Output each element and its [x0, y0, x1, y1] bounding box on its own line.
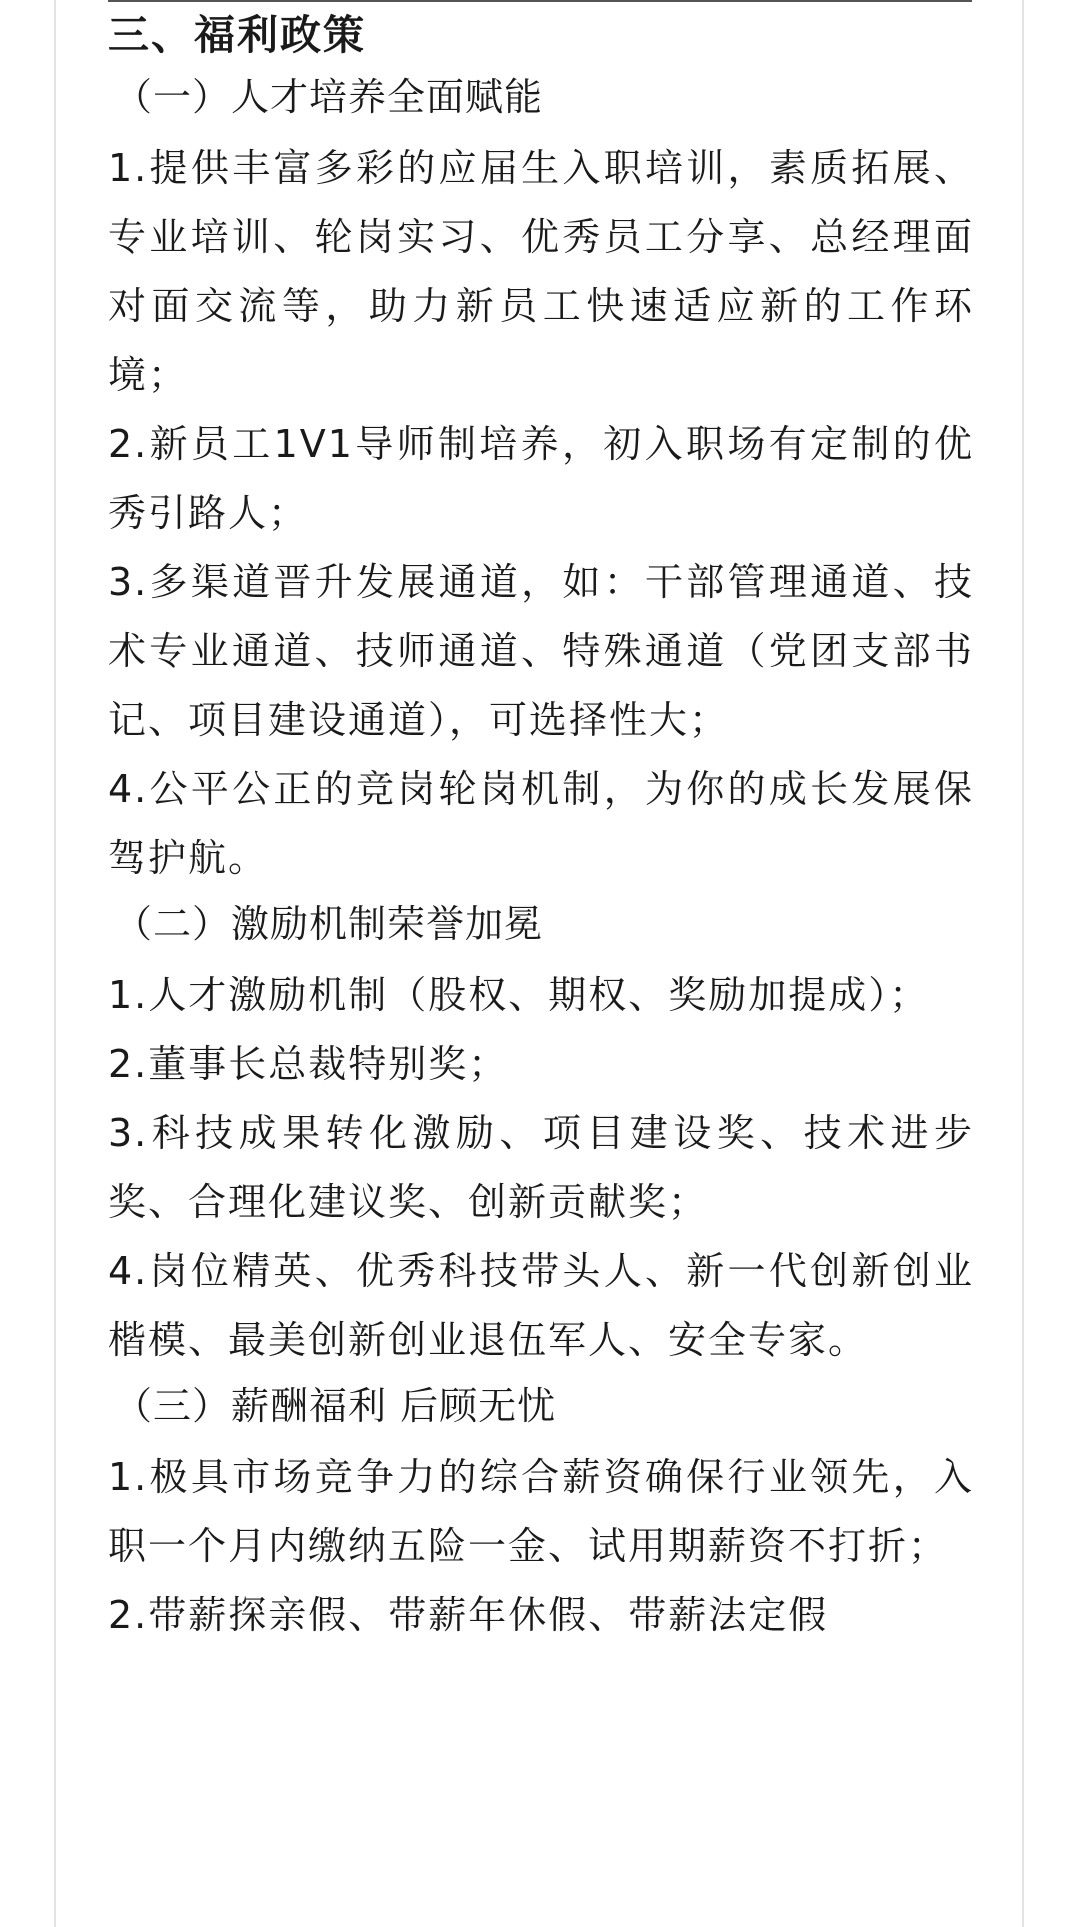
talent-item-1: 1.提供丰富多彩的应届生入职培训，素质拓展、专业培训、轮岗实习、优秀员工分享、总经理面对面交流等，助力新员工快速适应新的工作环境；: [108, 146, 974, 397]
top-divider: [108, 0, 972, 2]
salary-item-2: 2.带薪探亲假、带薪年休假、带薪法定假: [108, 1593, 829, 1637]
section-title: 三、福利政策: [108, 11, 366, 59]
incentive-item-1: 1.人才激励机制（股权、期权、奖励加提成）；: [108, 973, 930, 1017]
page-right-border: [1022, 0, 1024, 1927]
talent-item-3: 3.多渠道晋升发展通道，如：干部管理通道、技术专业通道、技师通道、特殊通道（党团支部书记、项目建设通道），可选择性大；: [108, 560, 974, 742]
talent-item-4: 4.公平公正的竞岗轮岗机制，为你的成长发展保驾护航。: [108, 767, 974, 880]
article-content: [108, 6, 974, 1650]
subsection-heading-talent: （一）人才培养全面赋能: [114, 75, 544, 119]
salary-item-1: 1.极具市场竞争力的综合薪资确保行业领先，入职一个月内缴纳五险一金、试用期薪资不打折；: [108, 1455, 974, 1568]
incentive-item-4: 4.岗位精英、优秀科技带头人、新一代创新创业楷模、最美创新创业退伍军人、安全专家。: [108, 1249, 974, 1362]
subsection-heading-salary: （三）薪酬福利 后顾无忧: [114, 1384, 557, 1428]
subsection-heading-incentive: （二）激励机制荣誉加冕: [114, 902, 544, 946]
incentive-item-2: 2.董事长总裁特别奖；: [108, 1042, 509, 1086]
talent-item-2: 2.新员工1V1导师制培养，初入职场有定制的优秀引路人；: [108, 422, 974, 535]
incentive-item-3: 3.科技成果转化激励、项目建设奖、技术进步奖、合理化建议奖、创新贡献奖；: [108, 1111, 974, 1224]
page-left-border: [54, 0, 56, 1927]
